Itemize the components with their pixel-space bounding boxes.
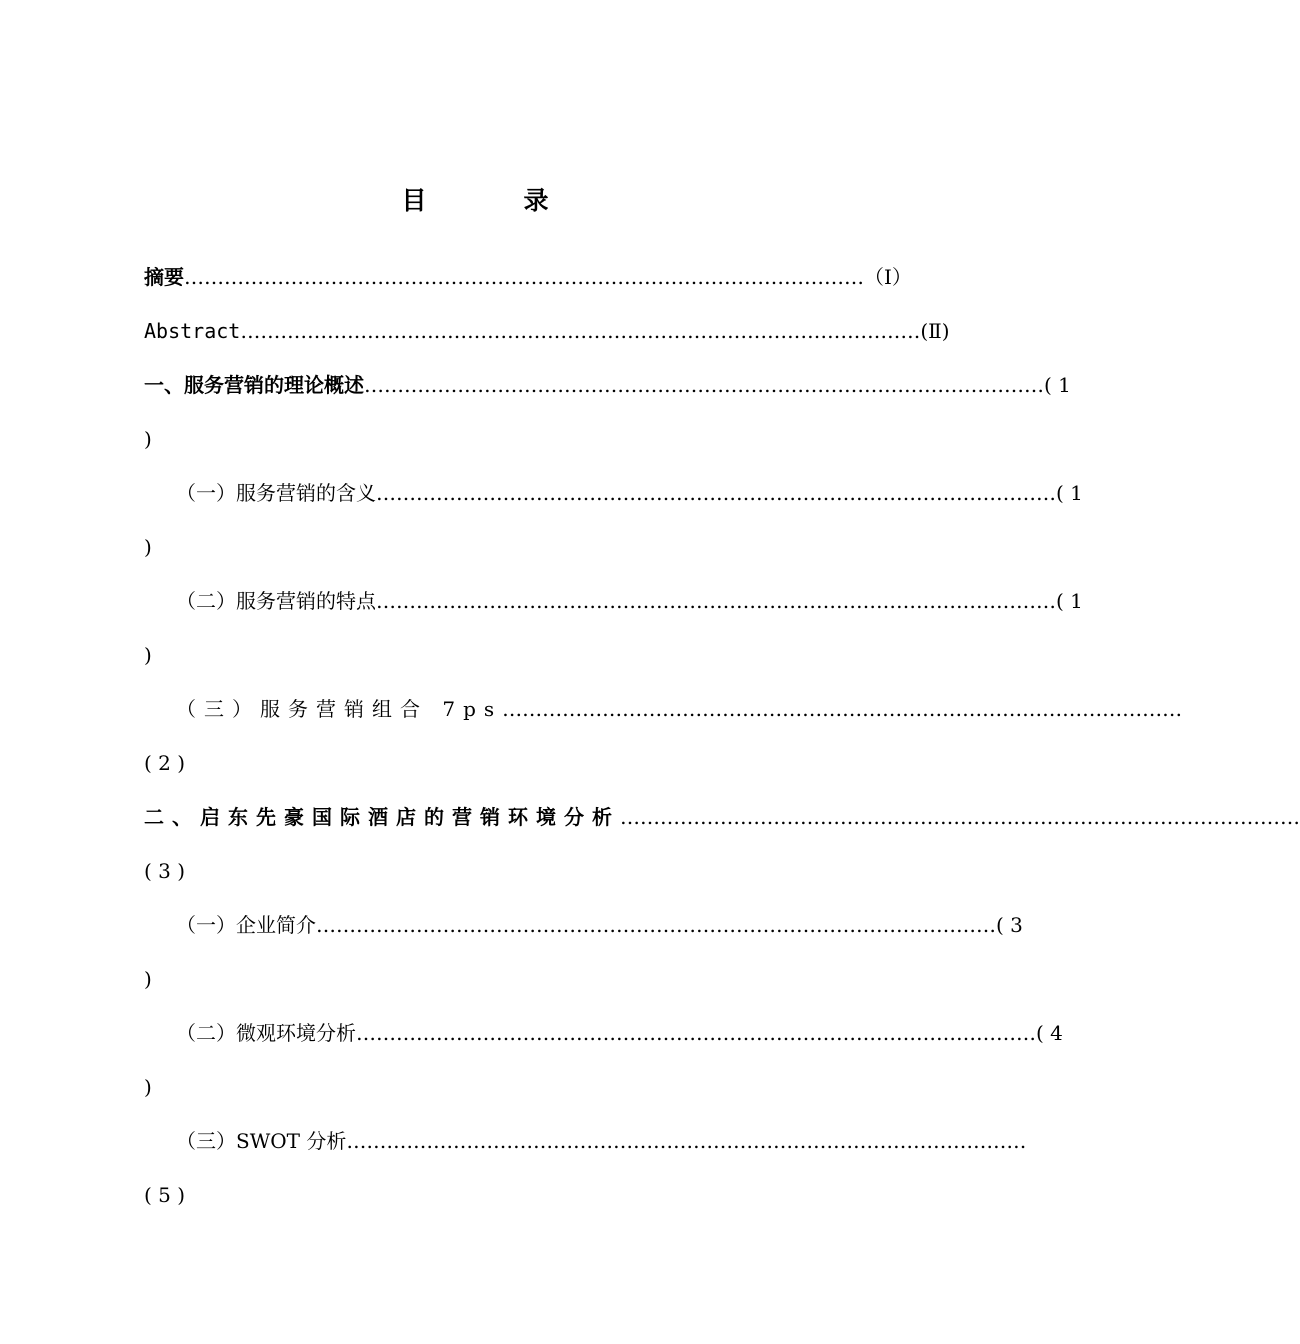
toc-entry-1-1[interactable] <box>144 466 1083 520</box>
leader-dots: ………………………………………………………………………………………… <box>364 373 1044 397</box>
toc-entry-label: 一、服务营销的理论概述 <box>144 373 364 397</box>
toc-entry-2-2[interactable] <box>144 1006 1063 1060</box>
toc-entry-1-2[interactable] <box>144 574 1083 628</box>
toc-entry-2-1[interactable] <box>144 898 1023 952</box>
toc-entry-chapter-1[interactable] <box>144 358 1071 412</box>
toc-page-number: ( 4 <box>1036 1021 1063 1045</box>
toc-page-number: ( 1 <box>1044 373 1071 397</box>
toc-entry-abstract-en[interactable] <box>144 304 950 358</box>
table-of-contents <box>144 250 1300 1222</box>
toc-entry-chapter-2[interactable] <box>144 790 1300 844</box>
toc-page-number: (Ⅱ) <box>920 319 950 343</box>
toc-page-number-wrap: ) <box>144 535 152 559</box>
toc-page-number: ( 1 <box>1056 589 1083 613</box>
leader-dots: ………………………………………………………………………………………… <box>356 1021 1036 1045</box>
toc-title: 目 录 <box>401 186 585 215</box>
leader-dots: ………………………………………………………………………………………… <box>240 319 921 343</box>
toc-page-number-wrap: ) <box>144 427 152 451</box>
leader-dots: ………………………………………………………………………………………… <box>376 589 1056 613</box>
leader-dots: ………………………………………………………………………………………… <box>346 1129 1027 1153</box>
toc-page-number-wrap: ( 5 ) <box>144 1183 186 1207</box>
toc-page-number: ( 1 <box>1056 481 1083 505</box>
toc-page-number-wrap: ) <box>144 643 152 667</box>
leader-dots: ………………………………………………………………………………………… <box>376 481 1056 505</box>
toc-entry-label: 二、启东先豪国际酒店的营销环境分析 <box>144 805 620 829</box>
leader-dots: ………………………………………………………………………………………… <box>502 697 1183 721</box>
toc-entry-label: （二）服务营销的特点 <box>176 589 376 613</box>
toc-page-number-wrap: ( 2 ) <box>144 751 186 775</box>
toc-page-number-wrap: ) <box>144 1075 152 1099</box>
leader-dots: ………………………………………………………………………………………… <box>620 805 1300 829</box>
toc-page-number: （Ⅰ） <box>864 265 912 289</box>
toc-entry-2-3[interactable] <box>144 1114 1027 1168</box>
toc-entry-abstract-cn[interactable] <box>144 250 912 304</box>
toc-entry-label: （三）SWOT 分析 <box>176 1129 347 1153</box>
toc-page-number-wrap: ) <box>144 967 152 991</box>
toc-entry-1-3[interactable] <box>144 682 1183 736</box>
toc-entry-label: Abstract <box>144 319 241 343</box>
toc-entry-label: 摘要 <box>144 265 184 289</box>
toc-entry-label: （三）服务营销组合 7ps <box>176 697 503 721</box>
toc-entry-label: （二）微观环境分析 <box>176 1021 356 1045</box>
toc-page-number-wrap: ( 3 ) <box>144 859 186 883</box>
toc-entry-label: （一）服务营销的含义 <box>176 481 376 505</box>
leader-dots: ………………………………………………………………………………………… <box>316 913 996 937</box>
toc-entry-label: （一）企业简介 <box>176 913 316 937</box>
leader-dots: ………………………………………………………………………………………… <box>184 265 864 289</box>
toc-page-number: ( 3 <box>996 913 1023 937</box>
